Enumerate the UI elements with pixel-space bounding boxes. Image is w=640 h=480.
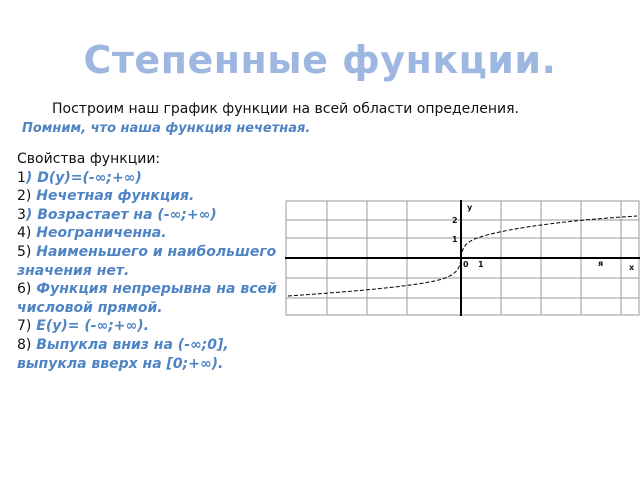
property-item-6 [17,280,279,317]
property-text: ) Возрастает на (-∞;+∞) [25,206,217,223]
odd-function-note: Помним, что наша функция нечетная. [22,121,311,136]
property-text: Наименьшего и наибольшего значения нет. [17,243,277,279]
property-text: Функция непрерывна на всей числовой прямой. [17,281,277,316]
property-item-1 [17,169,279,188]
x-axis-label: x [629,263,635,272]
properties-list [17,150,279,373]
property-number: 8) [17,336,32,353]
property-item-3 [17,206,279,225]
y-tick-1: 1 [452,235,458,244]
property-text: Выпукла вниз на (-∞;0], выпукла вверх на [0;+∞). [17,336,229,372]
property-number: 2) [17,188,32,205]
function-graph [285,200,640,316]
property-number: 7) [17,318,32,335]
property-item-5 [17,243,279,280]
property-text: Неограниченна. [31,225,167,242]
property-item-2 [17,187,279,206]
property-number: 3 [17,206,26,223]
slide-title: Степенные функции. [83,38,557,82]
properties-header: Свойства функции: [17,151,161,167]
property-text: E(y)= (-∞;+∞). [31,318,149,335]
property-number: 4) [17,225,32,242]
x-tick-1: 1 [478,260,484,269]
property-number: 6) [17,281,32,298]
curve-label: я [598,259,604,268]
property-item-8 [17,336,279,373]
property-item-4 [17,224,279,243]
property-item-7 [17,317,279,336]
property-number: 1 [17,169,26,186]
property-text: Нечетная функция. [31,188,195,205]
property-text: ) D(y)=(-∞;+∞) [25,169,142,186]
graph-svg [285,200,640,316]
intro-text: Построим наш график функции на всей области определения. [52,101,519,117]
y-axis-label: y [467,203,473,212]
property-number: 5) [17,243,32,260]
origin-label: 0 [463,260,469,269]
y-tick-2: 2 [452,216,458,225]
